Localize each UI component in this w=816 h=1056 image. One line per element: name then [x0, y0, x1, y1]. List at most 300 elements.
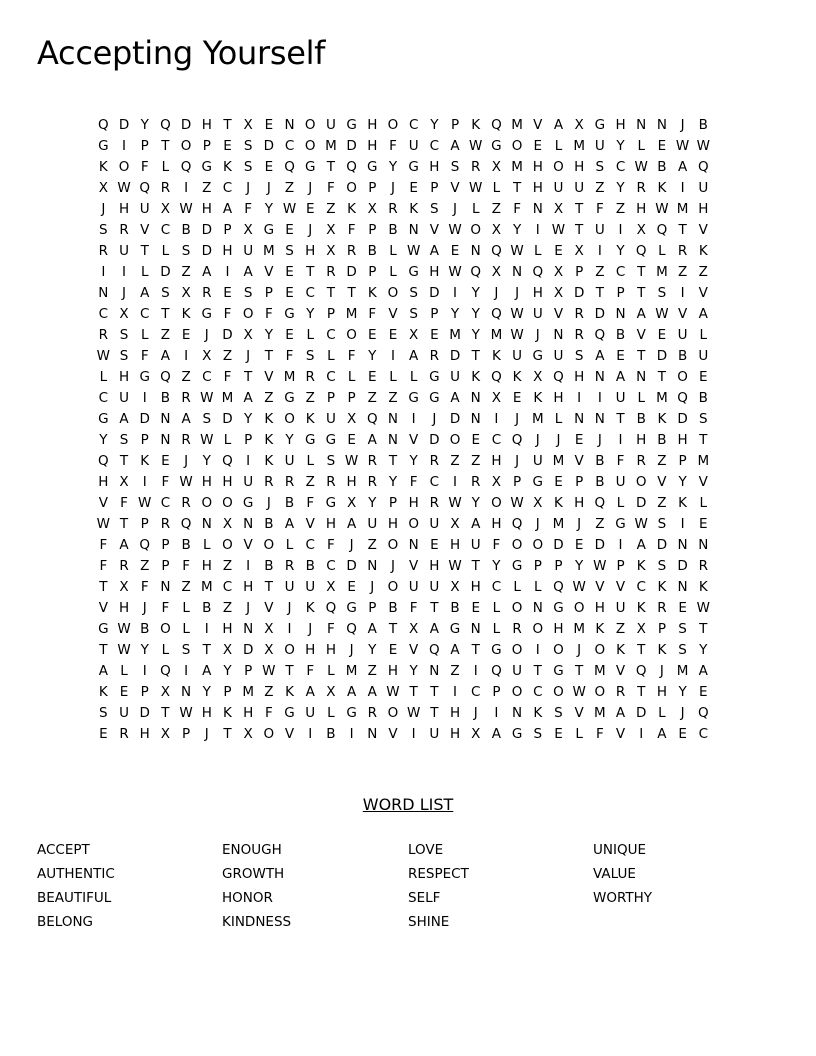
grid-letter: P [140, 516, 149, 532]
grid-letter: P [182, 726, 191, 742]
grid-letter: G [511, 558, 523, 574]
grid-letter: I [246, 558, 251, 574]
grid-letter: U [119, 705, 129, 721]
grid-letter: Q [160, 117, 171, 133]
grid-letter: U [615, 390, 626, 406]
grid-letter: R [574, 306, 584, 322]
grid-letter: Q [594, 327, 606, 343]
grid-letter: B [677, 348, 688, 364]
grid-letter: E [554, 726, 563, 742]
grid-letter: J [680, 117, 685, 133]
grid-letter: Y [471, 285, 480, 301]
grid-letter: P [223, 222, 232, 238]
grid-letter: D [263, 138, 275, 154]
grid-letter: I [597, 243, 602, 259]
grid-letter: Q [532, 264, 544, 280]
grid-letter: F [99, 558, 108, 574]
grid-letter: V [284, 726, 295, 742]
grid-letter: Y [388, 159, 398, 175]
grid-letter: T [637, 348, 646, 364]
grid-letter: T [161, 306, 170, 322]
grid-letter: L [409, 369, 418, 385]
grid-letter: K [533, 390, 543, 406]
grid-letter: X [409, 621, 419, 637]
grid-letter: X [264, 642, 274, 658]
grid-letter: F [368, 306, 377, 322]
grid-letter: K [305, 411, 315, 427]
grid-letter: P [657, 621, 666, 637]
grid-letter: E [388, 327, 398, 343]
grid-letter: S [243, 159, 253, 175]
grid-letter: S [409, 306, 418, 322]
grid-letter: D [594, 306, 606, 322]
grid-letter: F [492, 537, 501, 553]
grid-letter: F [595, 726, 604, 742]
grid-letter: O [387, 537, 399, 553]
grid-letter: C [615, 159, 626, 175]
grid-letter: R [429, 348, 440, 364]
grid-letter: X [119, 474, 129, 490]
grid-letter: R [471, 474, 481, 490]
grid-row [93, 514, 714, 535]
grid-letter: F [223, 306, 232, 322]
grid-letter: F [327, 621, 335, 637]
grid-letter: G [325, 495, 337, 511]
grid-letter: Z [305, 474, 315, 490]
grid-letter: E [285, 285, 294, 301]
grid-letter: D [201, 222, 212, 238]
grid-letter: S [430, 201, 439, 217]
grid-letter: N [201, 516, 212, 532]
grid-letter: E [99, 726, 108, 742]
grid-letter: T [575, 222, 584, 238]
grid-letter: T [637, 264, 646, 280]
grid-letter: Y [512, 222, 522, 238]
grid-letter: D [180, 117, 192, 133]
grid-letter: N [181, 684, 192, 700]
grid-letter: C [202, 369, 212, 385]
grid-letter: Y [202, 684, 211, 700]
grid-letter: X [574, 243, 584, 259]
grid-letter: K [616, 642, 625, 658]
grid-letter: H [367, 117, 378, 133]
grid-letter: N [470, 411, 481, 427]
grid-letter: C [98, 306, 109, 322]
grid-row [93, 577, 714, 598]
grid-letter: M [345, 306, 358, 322]
grid-letter: R [160, 516, 171, 532]
grid-letter: B [636, 411, 646, 427]
grid-letter: C [429, 474, 440, 490]
grid-letter: G [449, 621, 461, 637]
grid-letter: Y [368, 642, 377, 658]
grid-letter: S [595, 159, 605, 175]
grid-letter: V [264, 264, 274, 280]
grid-letter: S [119, 327, 129, 343]
grid-letter: Y [99, 432, 108, 448]
grid-letter: E [678, 600, 687, 616]
grid-letter: W [696, 138, 710, 154]
word-list-item: HONOR [222, 890, 273, 906]
grid-letter: Z [202, 180, 212, 196]
grid-letter: E [264, 117, 274, 133]
grid-letter: K [140, 453, 150, 469]
grid-letter: T [388, 453, 398, 469]
grid-letter: J [453, 201, 458, 217]
grid-letter: P [492, 684, 501, 700]
grid-letter: R [202, 285, 212, 301]
grid-letter: A [119, 411, 129, 427]
grid-letter: P [368, 264, 377, 280]
grid-letter: T [575, 663, 584, 679]
grid-letter: X [160, 726, 171, 742]
grid-letter: F [244, 201, 253, 217]
grid-letter: V [409, 432, 419, 448]
grid-letter: C [491, 432, 502, 448]
grid-letter: R [119, 726, 129, 742]
grid-letter: Z [160, 327, 171, 343]
grid-letter: J [308, 222, 313, 238]
grid-letter: P [140, 684, 149, 700]
grid-letter: N [636, 369, 647, 385]
grid-letter: J [535, 432, 540, 448]
grid-letter: F [595, 201, 604, 217]
grid-letter: V [615, 663, 626, 679]
grid-letter: C [326, 369, 336, 385]
grid-letter: I [453, 684, 458, 700]
grid-letter: Z [450, 663, 460, 679]
grid-letter: H [532, 285, 543, 301]
grid-letter: X [222, 642, 233, 658]
grid-letter: U [470, 537, 481, 553]
grid-letter: H [615, 117, 626, 133]
grid-letter: F [409, 474, 418, 490]
grid-letter: G [615, 516, 626, 532]
grid-letter: G [201, 306, 213, 322]
grid-letter: Z [657, 453, 667, 469]
grid-letter: P [326, 390, 335, 406]
grid-letter: H [139, 726, 150, 742]
grid-letter: L [182, 600, 190, 616]
grid-letter: E [430, 327, 439, 343]
grid-letter: H [243, 579, 254, 595]
grid-letter: S [450, 159, 460, 175]
grid-letter: Y [471, 327, 480, 343]
grid-letter: X [222, 516, 233, 532]
grid-letter: H [553, 390, 564, 406]
grid-letter: L [223, 432, 232, 448]
grid-letter: G [594, 117, 606, 133]
grid-letter: Q [491, 243, 502, 259]
grid-letter: E [368, 327, 377, 343]
grid-letter: M [325, 138, 337, 154]
grid-letter: S [657, 516, 667, 532]
grid-letter: E [554, 474, 563, 490]
word-list-item: ACCEPT [37, 842, 90, 858]
grid-letter: Y [140, 642, 149, 658]
grid-letter: M [283, 369, 296, 385]
grid-letter: O [553, 159, 564, 175]
grid-letter: W [634, 516, 648, 532]
grid-letter: H [387, 663, 399, 679]
grid-letter: Q [98, 117, 109, 133]
grid-letter: W [675, 138, 690, 154]
grid-letter: Z [284, 180, 295, 196]
grid-letter: A [636, 537, 646, 553]
grid-letter: Y [575, 558, 584, 574]
grid-letter: N [98, 285, 109, 301]
grid-letter: H [636, 432, 647, 448]
grid-letter: X [202, 348, 212, 364]
grid-letter: X [243, 726, 253, 742]
grid-letter: V [409, 642, 419, 658]
grid-letter: A [636, 306, 646, 322]
grid-letter: H [429, 558, 440, 574]
grid-letter: O [222, 495, 233, 511]
grid-row [93, 703, 714, 724]
grid-letter: V [698, 474, 708, 490]
grid-letter: V [264, 600, 274, 616]
grid-letter: W [510, 243, 524, 259]
grid-letter: B [326, 726, 336, 742]
grid-letter: O [346, 180, 357, 196]
grid-letter: O [677, 369, 688, 385]
grid-letter: T [347, 285, 356, 301]
grid-letter: G [284, 306, 295, 322]
grid-letter: R [160, 180, 171, 196]
grid-letter: K [409, 201, 419, 217]
grid-letter: X [243, 117, 253, 133]
grid-letter: Y [409, 453, 418, 469]
grid-letter: C [636, 579, 646, 595]
grid-row [93, 388, 714, 409]
grid-letter: Q [491, 306, 502, 322]
grid-letter: T [699, 432, 708, 448]
grid-letter: J [515, 411, 520, 427]
grid-letter: T [430, 600, 439, 616]
grid-letter: A [429, 621, 439, 637]
grid-letter: O [387, 705, 399, 721]
grid-letter: U [305, 705, 316, 721]
grid-letter: E [657, 327, 667, 343]
grid-letter: W [179, 474, 193, 490]
grid-letter: T [637, 642, 646, 658]
grid-row [93, 451, 714, 472]
grid-letter: D [222, 327, 233, 343]
grid-letter: K [533, 705, 543, 721]
grid-letter: A [243, 390, 253, 406]
grid-letter: A [409, 348, 419, 364]
grid-letter: J [680, 705, 685, 721]
grid-row [93, 619, 714, 640]
grid-letter: H [305, 243, 316, 259]
grid-letter: T [326, 285, 336, 301]
grid-letter: T [326, 159, 336, 175]
grid-letter: Q [491, 117, 502, 133]
grid-letter: B [450, 600, 460, 616]
grid-letter: P [140, 138, 149, 154]
grid-letter: R [429, 495, 440, 511]
grid-letter: O [160, 621, 171, 637]
grid-letter: T [306, 264, 315, 280]
grid-letter: Z [595, 180, 605, 196]
grid-letter: M [676, 201, 689, 217]
grid-letter: E [699, 684, 708, 700]
grid-letter: Y [306, 306, 315, 322]
grid-letter: T [223, 117, 232, 133]
grid-letter: K [491, 348, 501, 364]
grid-letter: L [534, 579, 542, 595]
grid-letter: T [471, 558, 480, 574]
grid-letter: T [161, 138, 170, 154]
grid-letter: J [577, 516, 582, 532]
word-list-item: AUTHENTIC [37, 866, 115, 882]
grid-letter: X [553, 285, 564, 301]
grid-letter: N [470, 390, 481, 406]
grid-letter: Z [471, 453, 481, 469]
grid-letter: J [390, 180, 395, 196]
grid-letter: N [553, 327, 564, 343]
grid-letter: Q [98, 453, 109, 469]
grid-letter: U [698, 348, 709, 364]
grid-letter: J [142, 600, 147, 616]
grid-letter: G [201, 159, 213, 175]
grid-letter: F [140, 159, 149, 175]
grid-letter: E [388, 642, 398, 658]
grid-letter: W [448, 264, 462, 280]
grid-letter: M [573, 621, 585, 637]
grid-letter: Y [140, 117, 149, 133]
grid-letter: X [450, 579, 460, 595]
grid-letter: H [574, 495, 585, 511]
grid-letter: L [120, 663, 128, 679]
grid-letter: H [449, 537, 461, 553]
grid-letter: L [99, 369, 108, 385]
grid-letter: U [243, 474, 254, 490]
grid-letter: B [388, 600, 398, 616]
grid-letter: W [593, 558, 607, 574]
grid-letter: A [243, 264, 253, 280]
grid-letter: R [119, 222, 129, 238]
grid-letter: X [181, 285, 191, 301]
grid-letter: V [140, 222, 150, 238]
grid-letter: U [429, 726, 440, 742]
grid-letter: G [304, 159, 316, 175]
grid-letter: S [243, 138, 253, 154]
grid-letter: K [636, 558, 646, 574]
grid-letter: R [636, 453, 646, 469]
grid-letter: I [639, 726, 644, 742]
grid-letter: L [306, 453, 314, 469]
grid-letter: X [409, 327, 419, 343]
grid-letter: A [450, 390, 460, 406]
grid-letter: U [532, 306, 543, 322]
grid-letter: G [511, 726, 523, 742]
grid-letter: I [597, 390, 602, 406]
grid-letter: P [430, 180, 439, 196]
grid-letter: I [618, 432, 623, 448]
grid-letter: H [698, 201, 709, 217]
grid-letter: P [678, 453, 687, 469]
grid-letter: T [657, 369, 667, 385]
grid-letter: F [264, 306, 273, 322]
grid-letter: K [181, 306, 191, 322]
grid-letter: H [201, 201, 212, 217]
grid-letter: X [326, 684, 336, 700]
grid-letter: R [615, 684, 626, 700]
grid-letter: U [284, 579, 295, 595]
grid-letter: N [512, 264, 523, 280]
grid-letter: X [326, 243, 336, 259]
grid-letter: C [326, 327, 336, 343]
grid-letter: X [533, 369, 543, 385]
grid-letter: G [553, 600, 564, 616]
grid-letter: E [699, 516, 708, 532]
grid-letter: E [161, 453, 170, 469]
grid-letter: U [139, 201, 150, 217]
grid-letter: B [284, 495, 295, 511]
grid-letter: J [308, 621, 313, 637]
grid-letter: H [636, 201, 647, 217]
grid-letter: L [389, 243, 397, 259]
grid-letter: I [494, 411, 499, 427]
grid-letter: O [180, 138, 192, 154]
grid-letter: T [119, 453, 129, 469]
grid-letter: Q [346, 159, 357, 175]
grid-letter: H [98, 474, 109, 490]
grid-letter: S [326, 453, 336, 469]
grid-letter: O [553, 642, 564, 658]
grid-letter: S [657, 285, 667, 301]
grid-letter: G [491, 138, 502, 154]
grid-letter: L [492, 180, 501, 196]
word-list-item: GROWTH [222, 866, 285, 882]
grid-letter: S [99, 705, 108, 721]
grid-letter: Y [450, 306, 460, 322]
grid-letter: U [615, 600, 626, 616]
grid-letter: Y [616, 243, 625, 259]
grid-letter: N [470, 243, 481, 259]
grid-letter: H [553, 621, 564, 637]
grid-letter: N [408, 222, 419, 238]
grid-letter: C [140, 306, 150, 322]
grid-letter: M [511, 117, 523, 133]
grid-letter: R [657, 600, 667, 616]
grid-letter: F [347, 348, 356, 364]
grid-letter: I [308, 726, 313, 742]
grid-letter: F [306, 663, 315, 679]
grid-letter: O [594, 684, 606, 700]
grid-letter: V [615, 726, 626, 742]
grid-letter: P [347, 390, 356, 406]
grid-letter: U [408, 579, 419, 595]
grid-letter: A [471, 516, 481, 532]
grid-letter: M [594, 705, 606, 721]
grid-letter: W [179, 705, 193, 721]
grid-letter: O [511, 684, 523, 700]
grid-letter: K [698, 243, 708, 259]
grid-letter: M [221, 390, 234, 406]
grid-letter: F [513, 201, 521, 217]
grid-letter: H [470, 579, 481, 595]
grid-letter: W [406, 243, 421, 259]
grid-letter: L [492, 621, 501, 637]
grid-letter: A [160, 348, 171, 364]
grid-letter: H [305, 642, 316, 658]
grid-letter: M [573, 138, 585, 154]
grid-letter: L [389, 264, 397, 280]
grid-row [93, 598, 714, 619]
